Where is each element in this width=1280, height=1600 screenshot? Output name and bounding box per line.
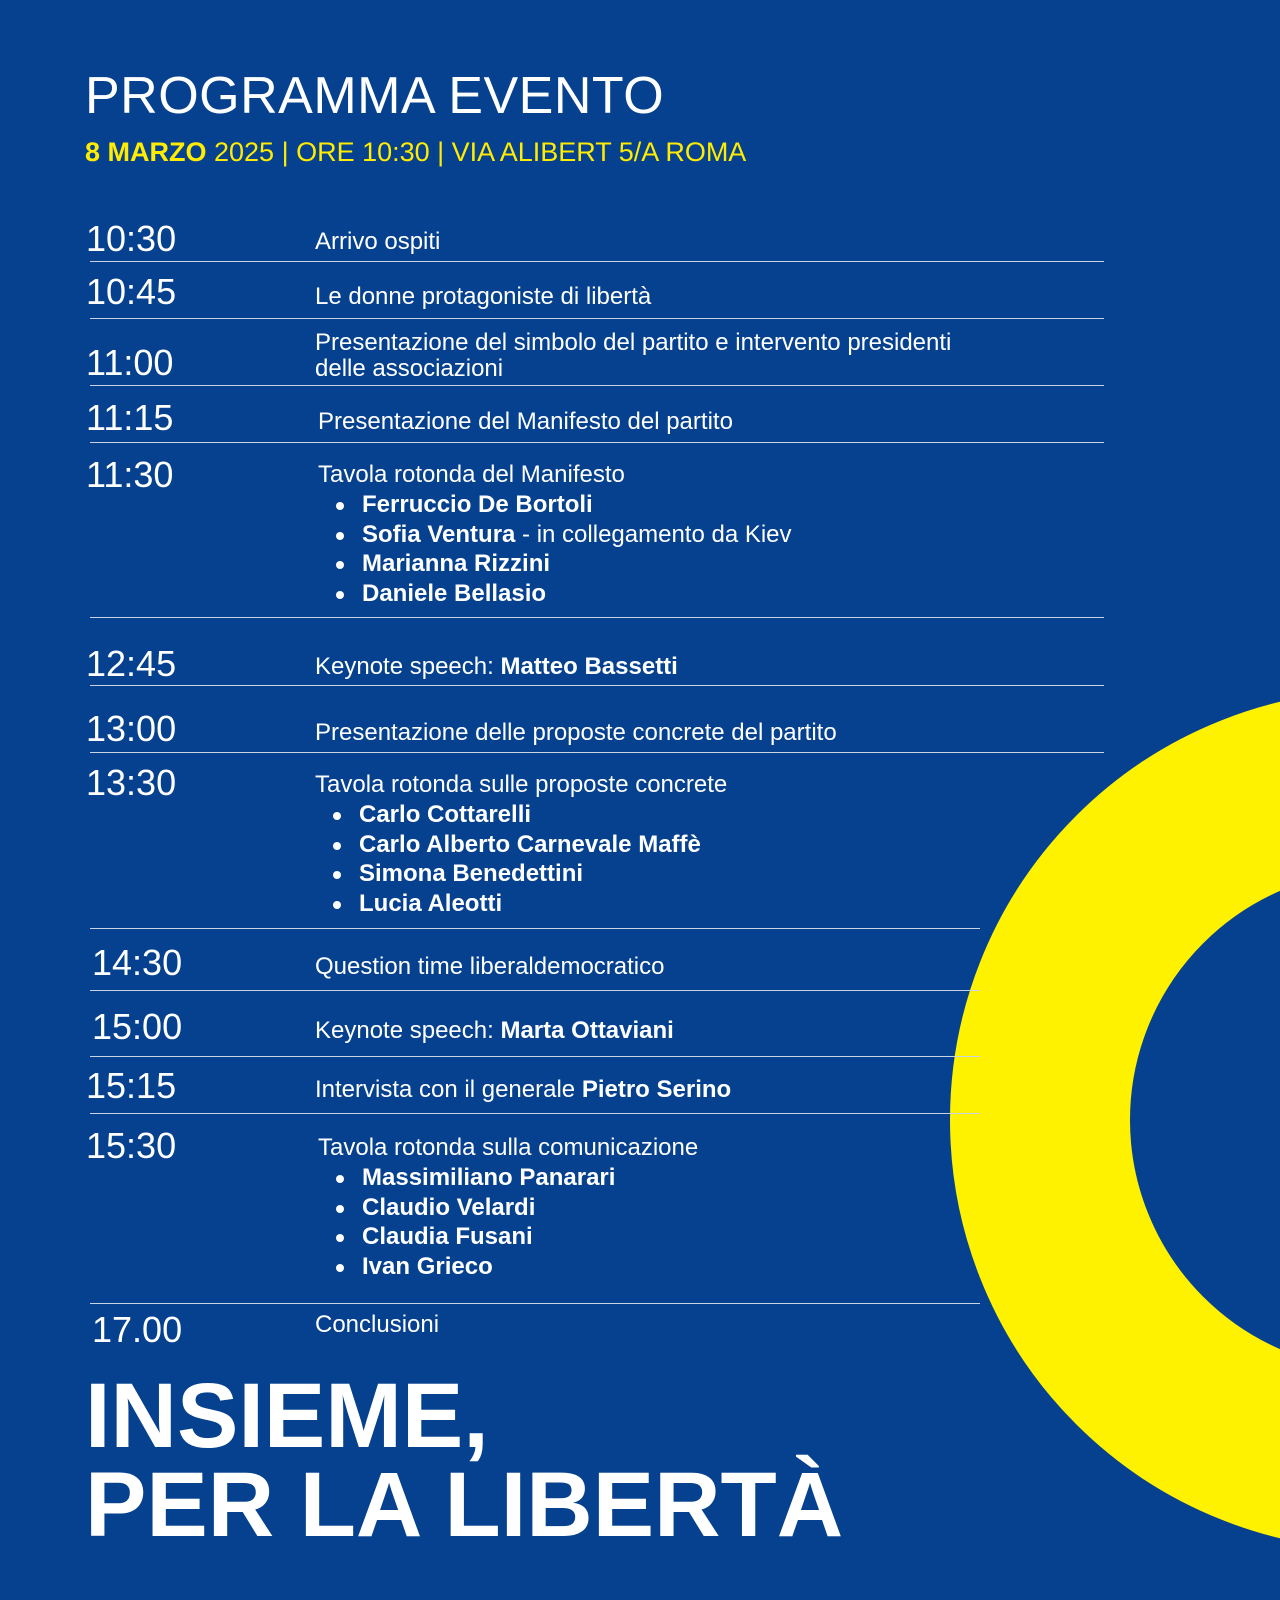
schedule-description xyxy=(315,1077,731,1103)
schedule-description xyxy=(315,330,951,382)
speaker-name: Claudio Velardi xyxy=(362,1193,536,1221)
schedule-row xyxy=(86,442,1104,618)
speaker-item xyxy=(333,830,727,860)
schedule-row xyxy=(90,990,980,1057)
schedule-description: Le donne protagoniste di libertà xyxy=(315,283,652,310)
event-details xyxy=(85,137,746,168)
speaker-name: Pietro Serino xyxy=(581,1076,732,1103)
schedule-row xyxy=(86,385,1104,443)
schedule-time: 15:30 xyxy=(86,1125,177,1166)
schedule-row xyxy=(86,215,1104,262)
panel-title: Tavola rotonda sulle proposte concrete xyxy=(315,771,728,798)
speaker-name: Ferruccio De Bortoli xyxy=(362,491,593,518)
schedule-description: Presentazione del Manifesto del partito xyxy=(318,408,733,435)
slogan-line: INSIEME, xyxy=(85,1365,489,1467)
schedule-row xyxy=(86,617,1104,686)
speaker-name: Marta Ottaviani xyxy=(500,1017,674,1044)
slogan-line: PER LA LIBERTÀ xyxy=(85,1454,844,1556)
schedule-row xyxy=(86,685,1104,753)
schedule-description xyxy=(315,772,727,918)
schedule-time: 14:30 xyxy=(92,942,183,983)
speaker-name: Ivan Grieco xyxy=(362,1252,493,1280)
speaker-name: Massimiliano Panarari xyxy=(362,1164,616,1191)
schedule-row xyxy=(86,752,980,929)
schedule-description: Question time liberaldemocratico xyxy=(315,953,665,980)
speaker-item xyxy=(336,490,792,520)
schedule-time: 13:30 xyxy=(86,762,177,803)
speaker-name: Claudia Fusani xyxy=(362,1223,533,1250)
description-prefix: Intervista con il generale xyxy=(315,1076,582,1103)
schedule-time: 10:45 xyxy=(86,271,177,312)
schedule-time: 13:00 xyxy=(86,708,177,749)
schedule-time: 10:30 xyxy=(86,218,177,259)
speaker-item xyxy=(336,520,792,550)
description-line: Presentazione del simbolo del partito e intervento presidenti xyxy=(315,329,952,356)
schedule-row xyxy=(86,1056,980,1114)
page-title: PROGRAMMA EVENTO xyxy=(85,67,665,125)
panel-title: Tavola rotonda del Manifesto xyxy=(318,461,625,488)
speaker-item xyxy=(336,1252,698,1282)
speaker-name: Carlo Alberto Carnevale Maffè xyxy=(359,830,701,858)
speaker-list xyxy=(336,1163,698,1281)
speaker-item xyxy=(333,800,727,830)
schedule-description: Conclusioni xyxy=(315,1311,440,1338)
slogan xyxy=(85,1365,844,1556)
speaker-item xyxy=(336,1163,698,1193)
speaker-name: Sofia Ventura xyxy=(362,520,516,548)
description-line: delle associazioni xyxy=(315,355,504,382)
event-date: 8 MARZO xyxy=(85,137,207,167)
description-prefix: Keynote speech: xyxy=(315,1017,501,1044)
speaker-name: Simona Benedettini xyxy=(359,860,584,887)
schedule-description xyxy=(318,1135,698,1281)
event-time-location: 2025 | ORE 10:30 | VIA ALIBERT 5/A ROMA xyxy=(206,137,747,167)
schedule-time: 15:15 xyxy=(86,1065,177,1106)
schedule-time: 11:30 xyxy=(86,454,174,495)
speaker-name: Lucia Aleotti xyxy=(359,889,503,917)
schedule-row xyxy=(86,1113,980,1304)
schedule-time: 11:15 xyxy=(86,397,174,438)
schedule-row xyxy=(86,261,1104,319)
schedule-description xyxy=(318,462,792,608)
schedule-time: 11:00 xyxy=(86,342,174,383)
panel-title: Tavola rotonda sulla comunicazione xyxy=(318,1134,699,1161)
schedule-description: Presentazione delle proposte concrete del partito xyxy=(315,719,837,746)
speaker-list xyxy=(333,800,727,918)
speaker-item xyxy=(336,1193,698,1223)
schedule-time: 12:45 xyxy=(86,643,177,684)
schedule-time: 17.00 xyxy=(92,1309,183,1350)
speaker-name: Marianna Rizzini xyxy=(362,550,551,577)
speaker-item xyxy=(336,579,792,609)
schedule-description xyxy=(315,1018,674,1044)
schedule-row xyxy=(90,1303,980,1353)
speaker-name: Matteo Bassetti xyxy=(500,653,678,680)
description-prefix: Keynote speech: xyxy=(315,653,501,680)
speaker-item xyxy=(336,1222,698,1252)
schedule-row xyxy=(90,928,980,991)
speaker-item xyxy=(333,889,727,919)
speaker-list xyxy=(336,490,792,608)
speaker-name: Carlo Cottarelli xyxy=(359,801,532,828)
speaker-name: Daniele Bellasio xyxy=(362,579,547,607)
schedule-row xyxy=(86,318,1104,386)
speaker-item xyxy=(336,549,792,579)
schedule-description xyxy=(315,654,678,680)
speaker-item xyxy=(333,859,727,889)
yellow-ring-graphic xyxy=(950,690,1280,1550)
speaker-note: - in collegamento da Kiev xyxy=(515,520,792,548)
schedule-time: 15:00 xyxy=(92,1006,183,1047)
schedule-description: Arrivo ospiti xyxy=(315,228,441,255)
